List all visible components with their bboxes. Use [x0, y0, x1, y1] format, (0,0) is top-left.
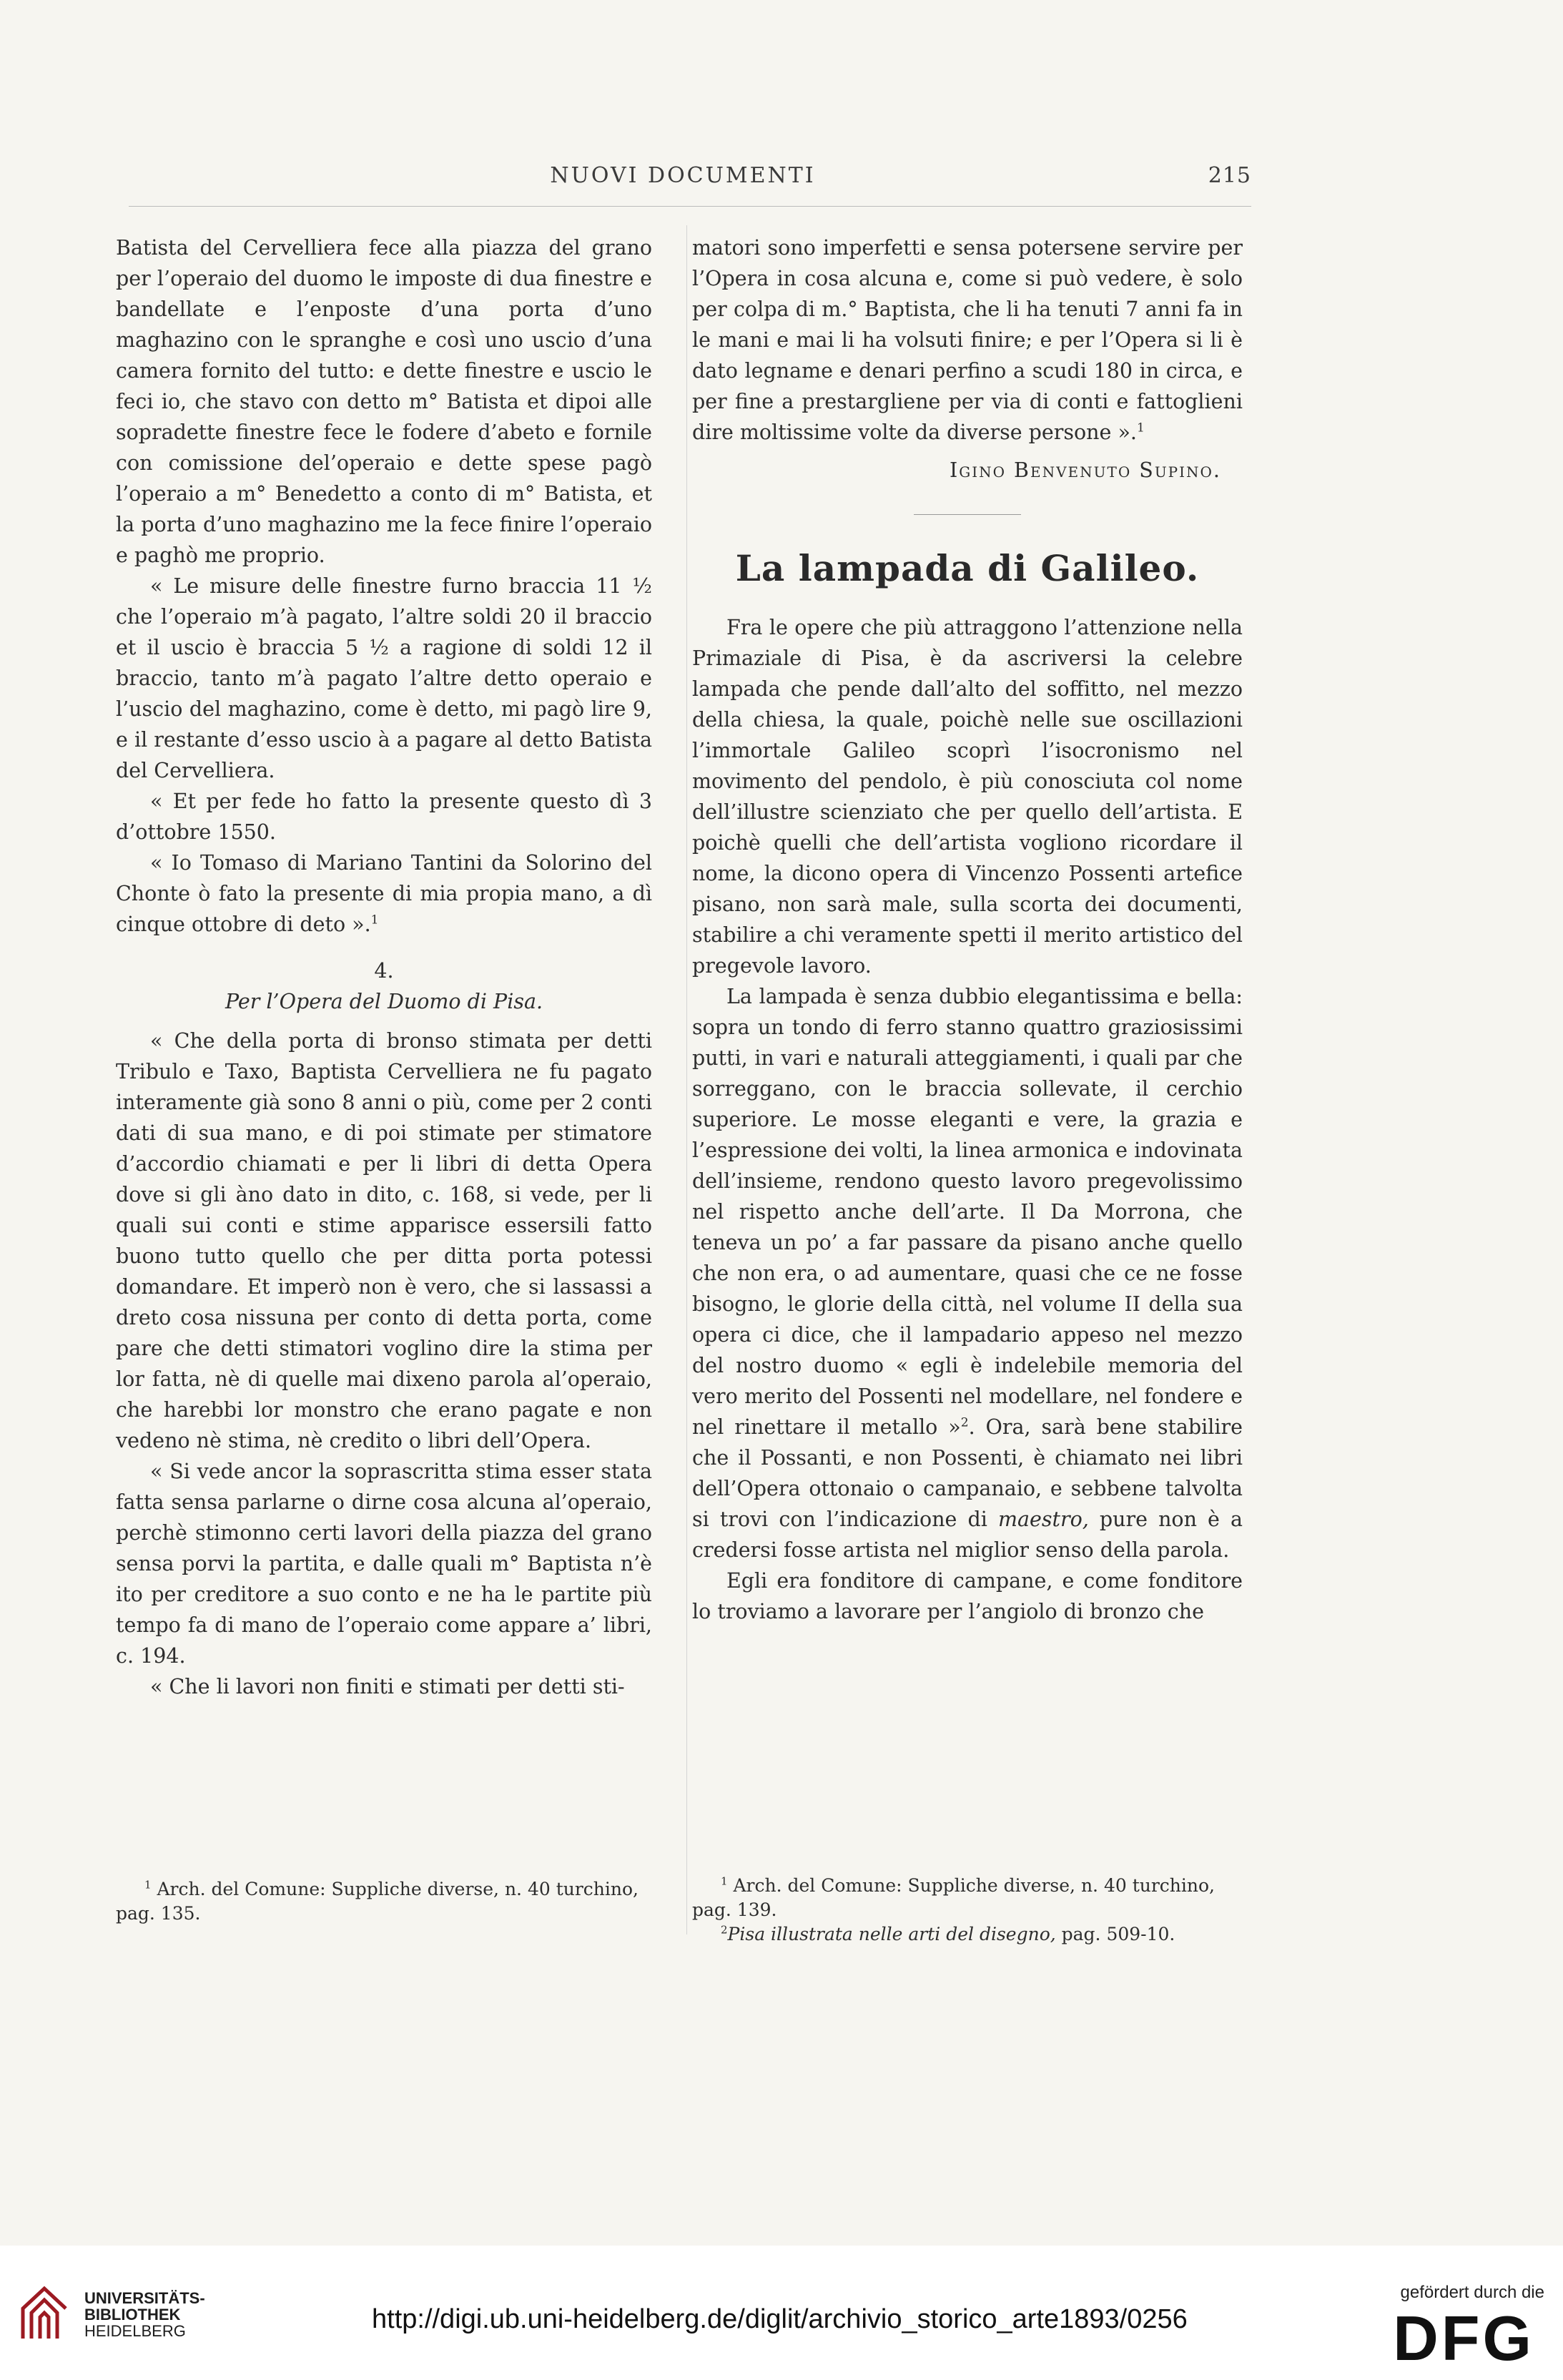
- dfg-logo[interactable]: DFG: [1393, 2303, 1534, 2374]
- running-head-title: NUOVI DOCUMENTI: [550, 163, 816, 188]
- left-paragraph-2: « Le misure delle finestre furno braccia 11 ½ che l’operaio m’à pagato, l’altre soldi 20 il braccio et il uscio è braccia 5 ½ a ragione di soldi 12 il braccio, tanto m’à pagato l’altre detto operaio e l’uscio del maghazino, come è detto, mi pagò lire 9, e il restante d’esso uscio à a pagare al detto Batista del Cervelliera.: [116, 574, 652, 782]
- library-line-2: BIBLIOTHEK: [84, 2306, 181, 2324]
- column-divider: [686, 225, 687, 1934]
- right-paragraph-4: Egli era fonditore di campane, e come fonditore lo troviamo a lavorare per l’angiolo di bronzo che: [692, 1569, 1243, 1623]
- footnote-ref: 1: [370, 913, 379, 928]
- right-paragraph-3a: La lampada è senza dubbio elegantissima e bella: sopra un tondo di ferro stanno quattro graziosissimi putti, in vari e naturali atteggiamenti, i quali par che sorreggano, con le braccia sollevate, il cerchio superiore. Le mosse eleganti e vere, la grazia e l’espressione dei volti, la linea armonica e indovinata dell’insieme, rendono questo lavoro pregevolissimo nel rispetto anche dell’arte. Il Da Morrona, che teneva un po’ a far passare da pisano anche quello che non era, o ad aumentare, quasi che ce ne fosse bisogno, le glorie della città, nel volume II della sua opera ci dice, che il lampadario appeso nel mezzo del nostro duomo « egli è indelebile memoria del vero merito del Possenti nel modellare, nel fondere e nel rinettare il metallo »: [692, 985, 1243, 1439]
- section-number: 4.: [374, 959, 394, 983]
- footnote-ref: 2: [960, 1415, 969, 1430]
- funding-note: gefördert durch die: [1400, 2283, 1544, 2302]
- left-paragraph-4-text: « Io Tomaso di Mariano Tantini da Solorino del Chonte ò fato la presente di mia propia mano, a dì cinque ottobre di deto ».: [116, 851, 652, 936]
- left-paragraph-1: Batista del Cervelliera fece alla piazza del grano per l’operaio del duomo le imposte di dua finestre e bandellate e l’enposte d’una porta d’uno maghazino con le spranghe e così uno uscio d’una camera fornito del tutto: e dette finestre e uscio le feci io, che stavo con detto m° Batista et dipoi alle sopradette finestre fece le fodere d’abeto e fornile con comissione del’operaio e dette spese pagò l’operaio a m° Benedetto a conto di m° Batista, et la porta d’uno maghazino me la fece finire l’operaio e paghò me proprio.: [116, 236, 652, 567]
- left-column: [116, 232, 652, 1702]
- permalink-url[interactable]: http://digi.ub.uni-heidelberg.de/diglit/archivio_storico_arte1893/0256: [372, 2304, 1188, 2334]
- left-paragraph-3: « Et per fede ho fatto la presente questo dì 3 d’ottobre 1550.: [116, 790, 652, 844]
- author-signature: Igino Benvenuto Supino.: [949, 458, 1221, 482]
- right-paragraph-2: Fra le opere che più attraggono l’attenzione nella Primaziale di Pisa, è da ascriversi la celebre lampada che pende dall’alto del soffitto, nel mezzo della chiesa, la quale, poichè nelle sue oscillazioni l’immortale Galileo scoprì l’isocronismo nel movimento del pendolo, è più conosciuta col nome dell’illustre scienziato che per quello dell’artista. E poichè quelli che dell’artista vogliono ricordare il nome, la dicono opera di Vincenzo Possenti artefice pisano, non sarà male, sulla scorta dei documenti, stabilire a chi veramente spetti il merito artistico del pregevole lavoro.: [692, 616, 1243, 978]
- footnote: [116, 1877, 652, 1926]
- left-paragraph-6: « Si vede ancor la soprascritta stima esser stata fatta sensa parlarne o dirne cosa alcuna al’operaio, perchè stimonno certi lavori della piazza del grano sensa porvi la partita, e dalle quali m° Baptista n’è ito per creditore a suo conto e ne ha le partite più tempo fa di mano de l’operaio come appare a’ libri, c. 194.: [116, 1460, 652, 1668]
- header-rule: [129, 206, 1251, 207]
- footnote-mark: 1: [721, 1874, 728, 1888]
- footnote-title: Pisa illustrata nelle arti del disegno,: [727, 1924, 1056, 1944]
- left-paragraph-7: « Che li lavori non finiti e stimati per detti sti-: [150, 1675, 625, 1698]
- page-number: 215: [1208, 163, 1251, 188]
- running-head: [114, 163, 1251, 199]
- left-paragraph-5: « Che della porta di bronso stimata per detti Tribulo e Taxo, Baptista Cervelliera ne fu pagato interamente già sono 8 anni o più, come per 2 conti dati di sua mano, e di poi stimate per stimatore d’accordio chiamati e per li libri di detta Opera dove si gli àno dato in dito, c. 168, si vede, per li quali sui conti e stime apparisce essersili fatto buono tutto quello che per ditta porta potessi domandare. Et imperò non è vero, che si lassassi a dreto cosa nissuna per conto di detta porta, come pare che detti stimatori voglino dire la stima per lor fatta, nè di quelle mai dixeno parola al’operaio, che harebbi lor monstro che erano pagate e non vedeno nè stima, nè credito o libri dell’Opera.: [116, 1029, 652, 1452]
- library-line-1: UNIVERSITÄTS-: [84, 2289, 205, 2307]
- right-paragraph-3c: pure non è a credersi fosse artista nel miglior senso della parola.: [692, 1508, 1243, 1562]
- university-library-logo-icon[interactable]: [16, 2281, 77, 2346]
- footnote-mark: 1: [144, 1878, 152, 1892]
- section-title: Per l’Opera del Duomo di Pisa.: [225, 990, 543, 1013]
- library-line-3: HEIDELBERG: [84, 2322, 186, 2340]
- article-title: La lampada di Galileo.: [735, 547, 1200, 589]
- right-footnotes: [692, 1874, 1243, 1947]
- library-name[interactable]: [84, 2290, 205, 2339]
- right-paragraph-3b: . Ora, sarà bene stabilire che il Possanti, e non Possenti, è chiamato nei libri dell’Opera ottonaio o campanaio, e sebbene talvolta si trovi con l’indicazione di: [692, 1415, 1243, 1531]
- footnote: [692, 1922, 1243, 1947]
- footnote-text: pag. 509-10.: [1055, 1924, 1175, 1944]
- footnote-text: Arch. del Comune: Suppliche diverse, n. 40 turchino, pag. 139.: [692, 1875, 1215, 1920]
- footnote-text: Arch. del Comune: Suppliche diverse, n. 40 turchino, pag. 135.: [116, 1879, 638, 1924]
- left-footnotes: [116, 1877, 652, 1926]
- right-column: [692, 232, 1243, 1627]
- section-separator: [914, 514, 1021, 515]
- right-paragraph-1-text: matori sono imperfetti e sensa potersene servire per l’Opera in cosa alcuna e, come si può vedere, è solo per colpa di m.° Baptista, che li ha tenuti 7 anni fa in le mani e mai li ha volsuti finire; e per l’Opera si li è dato legname e denari perfino a scudi 180 in circa, e per fine a prestargliene per via di conti e fattoglieni dire moltissime volte da diverse persone ».: [692, 236, 1243, 444]
- left-paragraph-4: [116, 847, 652, 940]
- right-paragraph-1: [692, 232, 1243, 448]
- right-paragraph-3: [692, 981, 1243, 1565]
- right-paragraph-3-emphasis: maestro,: [997, 1508, 1089, 1531]
- viewer-footer: [0, 2246, 1563, 2380]
- footnote: [692, 1874, 1243, 1922]
- footnote-ref: 1: [1136, 421, 1145, 436]
- footnote-mark: 2: [721, 1923, 728, 1937]
